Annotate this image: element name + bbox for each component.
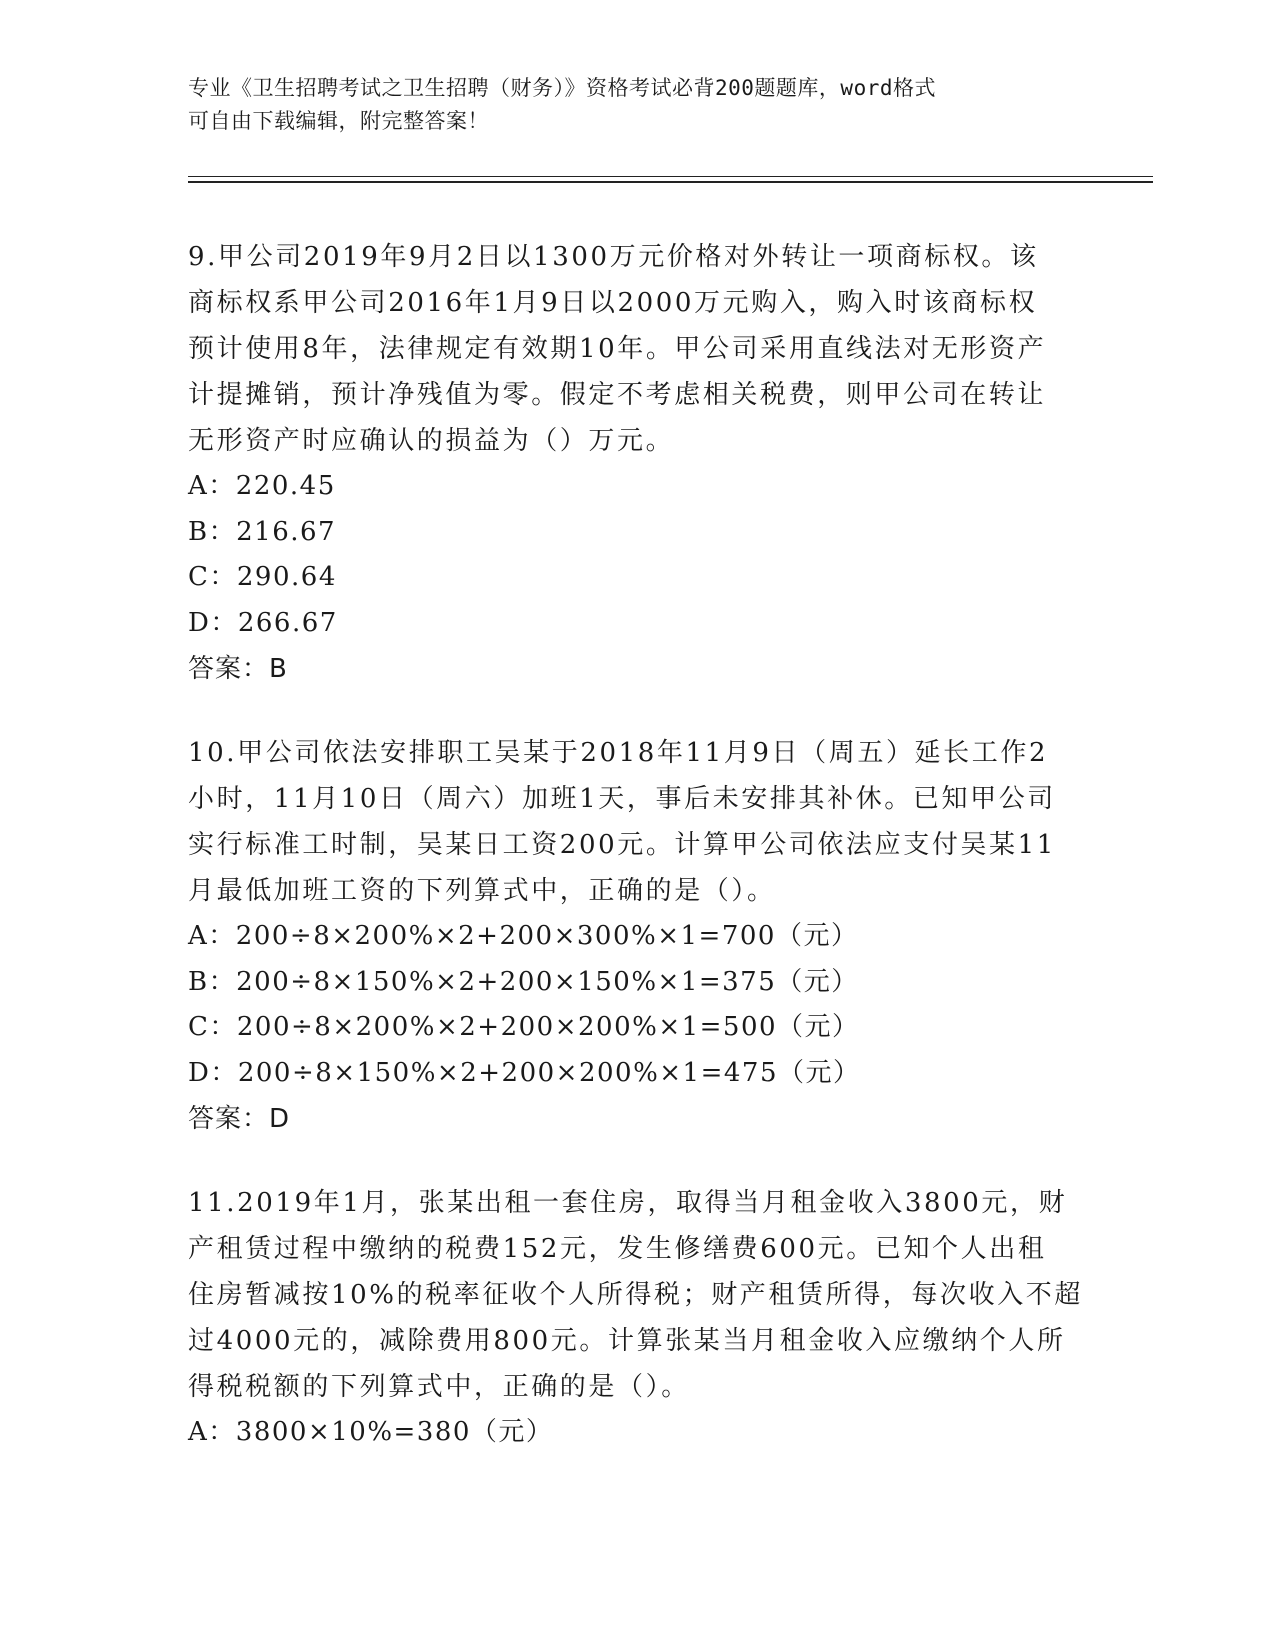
question-text-line: 商标权系甲公司2016年1月9日以2000万元购入，购入时该商标权 — [188, 288, 1038, 318]
question-text-line: 小时，11月10日（周六）加班1天，事后未安排其补休。已知甲公司 — [188, 784, 1056, 814]
document-header — [188, 72, 1088, 138]
question-text-line: 11.2019年1月，张某出租一套住房，取得当月租金收入3800元，财 — [188, 1188, 1068, 1218]
question-text-line: 预计使用8年，法律规定有效期10年。甲公司采用直线法对无形资产 — [188, 334, 1047, 364]
option-c: C：200÷8×200%×2+200×200%×1=500（元） — [188, 1012, 860, 1042]
answer-label: 答案：B — [188, 654, 288, 684]
option-d: D：266.67 — [188, 607, 338, 638]
question-text-line: 产租赁过程中缴纳的税费152元，发生修缮费600元。已知个人出租 — [188, 1234, 1047, 1264]
question-text-line: 月最低加班工资的下列算式中，正确的是（）。 — [188, 876, 776, 906]
question-9 — [188, 234, 1088, 692]
question-text-line: 住房暂减按10%的税率征收个人所得税；财产租赁所得，每次收入不超 — [188, 1280, 1083, 1310]
option-b: B：216.67 — [188, 516, 337, 547]
option-d: D：200÷8×150%×2+200×200%×1=475（元） — [188, 1057, 861, 1088]
answer-label: 答案：D — [188, 1104, 291, 1134]
header-double-rule — [188, 176, 1153, 183]
question-text-line: 9.甲公司2019年9月2日以1300万元价格对外转让一项商标权。该 — [188, 242, 1039, 272]
header-line-2: 可自由下载编辑，附完整答案！ — [188, 109, 489, 133]
header-line-1: 专业《卫生招聘考试之卫生招聘（财务）》资格考试必背200题题库，word格式 — [188, 76, 936, 100]
question-text-line: 实行标准工时制，吴某日工资200元。计算甲公司依法应支付吴某11 — [188, 830, 1056, 860]
option-a: A：220.45 — [188, 471, 336, 501]
question-text-line: 计提摊销，预计净残值为零。假定不考虑相关税费，则甲公司在转让 — [188, 380, 1047, 410]
header-rule-bottom — [188, 181, 1153, 183]
question-text-line: 得税税额的下列算式中，正确的是（）。 — [188, 1372, 690, 1402]
question-text-line: 无形资产时应确认的损益为（）万元。 — [188, 426, 675, 456]
header-rule-top — [188, 176, 1153, 177]
question-10 — [188, 730, 1088, 1142]
option-a: A：3800×10%=380（元） — [188, 1417, 554, 1447]
option-b: B：200÷8×150%×2+200×150%×1=375（元） — [188, 966, 859, 997]
question-text-line: 10.甲公司依法安排职工吴某于2018年11月9日（周五）延长工作2 — [188, 738, 1049, 768]
option-a: A：200÷8×200%×2+200×300%×1=700（元） — [188, 921, 859, 951]
question-text-line: 过4000元的，减除费用800元。计算张某当月租金收入应缴纳个人所 — [188, 1326, 1066, 1356]
option-c: C：290.64 — [188, 562, 337, 592]
question-11 — [188, 1180, 1088, 1456]
question-list — [188, 234, 1088, 1494]
